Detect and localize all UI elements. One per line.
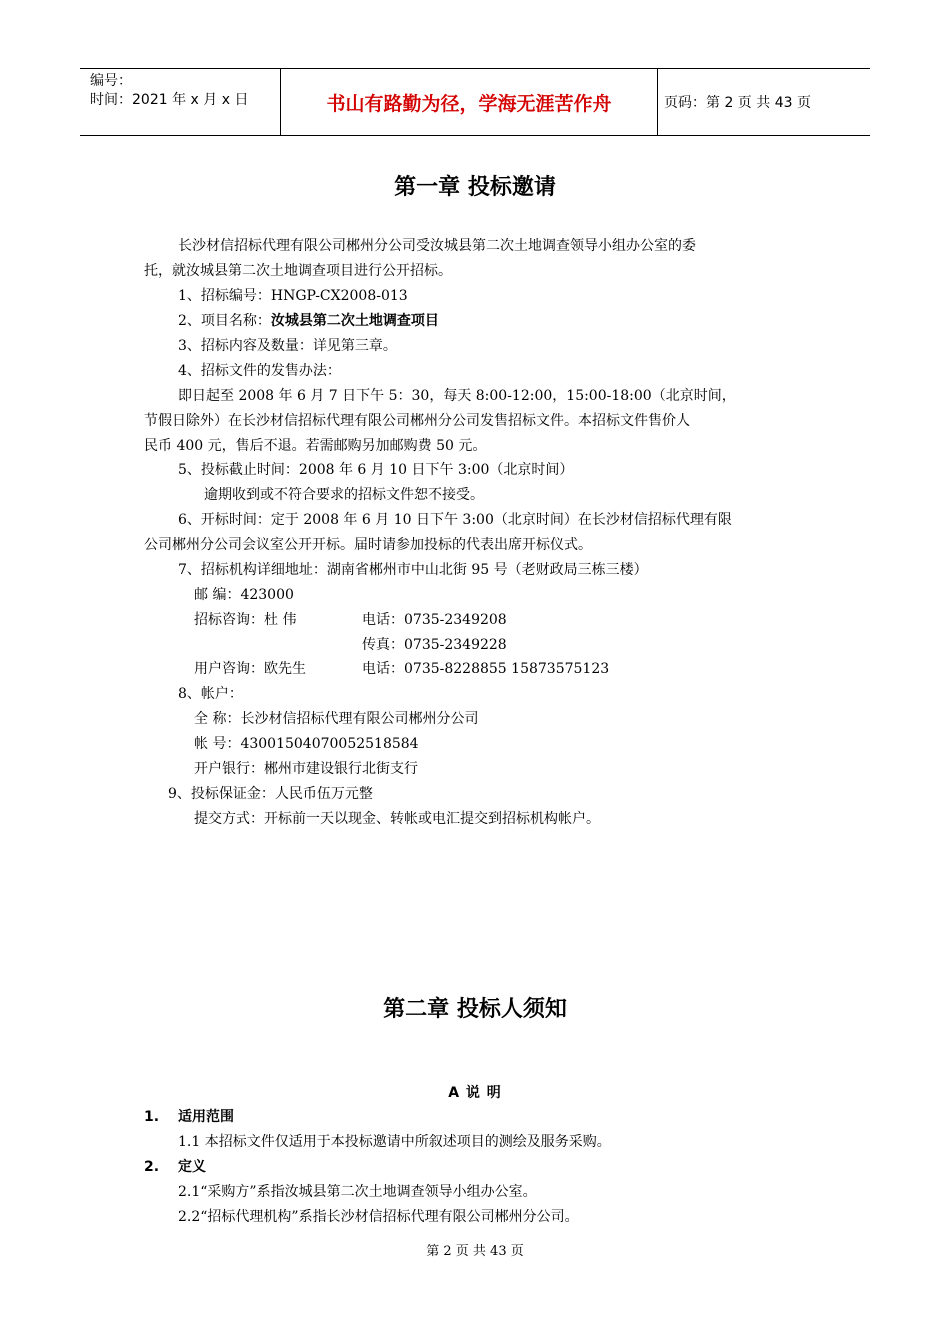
user-phone: 电话：0735-8228855 15873575123 [362,661,610,677]
header-page-number: 页码：第 2 页 共 43 页 [664,95,811,111]
account-name: 全 称：长沙材信招标代理有限公司郴州分公司 [194,711,479,727]
section2-title: 定义 [178,1159,206,1175]
account-bank: 开户银行：郴州市建设银行北街支行 [194,761,418,777]
section-a-title: A 说 明 [448,1085,502,1101]
intro-line-1: 长沙材信招标代理有限公司郴州分公司受汝城县第二次土地调查领导小组办公室的委 [178,238,696,254]
section2-number: 2. [144,1159,160,1175]
intro-line-2: 托，就汝城县第二次土地调查项目进行公开招标。 [144,263,452,279]
page-footer: 第 2 页 共 43 页 [426,1244,524,1259]
page-header [80,68,870,136]
section1-number: 1. [144,1109,160,1125]
item-tender-number: 1、招标编号：HNGP-CX2008-013 [178,288,408,304]
user-consult: 用户咨询：欧先生 [194,661,306,677]
consult-fax: 传真：0735-2349228 [362,637,507,653]
sale-text-line-1: 即日起至 2008 年 6 月 7 日下午 5：30，每天 8:00-12:00，15:00-18:00（北京时间， [178,388,736,404]
sale-text-line-2: 节假日除外）在长沙材信招标代理有限公司郴州分公司发售招标文件。本招标文件售价人 [144,413,690,429]
chapter2-title: 第二章 投标人须知 [383,997,567,1022]
opening-line-1: 6、开标时间：定于 2008 年 6 月 10 日下午 3:00（北京时间）在长沙材信招标代理有限 [178,512,732,528]
project-name-value: 汝城县第二次土地调查项目 [270,313,439,329]
section1-title: 适用范围 [178,1109,234,1125]
account-number: 帐 号：43001504070052518584 [194,736,419,752]
section2-clause-2: 2.2“招标代理机构”系指长沙材信招标代理有限公司郴州分公司。 [178,1209,579,1225]
item-project-name [178,311,439,331]
item-address: 7、招标机构详细地址：湖南省郴州市中山北街 95 号（老财政局三栋三楼） [178,562,648,578]
item-sale-method: 4、招标文件的发售办法： [178,363,341,379]
deadline-note: 逾期收到或不符合要求的招标文件恕不接受。 [204,487,484,503]
opening-line-2: 公司郴州分公司会议室公开开标。届时请参加投标的代表出席开标仪式。 [144,537,592,553]
sale-text-line-3: 民币 400 元，售后不退。若需邮购另加邮购费 50 元。 [144,438,487,454]
header-left-cell [80,69,280,135]
header-time: 时间：2021 年 x 月 x 日 [90,92,249,108]
item-content: 3、招标内容及数量：详见第三章。 [178,338,397,354]
header-number: 编号： [90,73,132,89]
postcode: 邮 编：423000 [194,587,294,603]
chapter1-title: 第一章 投标邀请 [394,175,556,200]
consult-phone: 电话：0735-2349208 [362,612,507,628]
deposit-submit: 提交方式：开标前一天以现金、转帐或电汇提交到招标机构帐户。 [194,811,600,827]
section1-clause-1: 1.1 本招标文件仅适用于本投标邀请中所叙述项目的测绘及服务采购。 [178,1134,611,1150]
item-account: 8、帐户： [178,686,243,702]
project-name-label: 2、项目名称： [178,313,271,329]
section2-clause-1: 2.1“采购方”系指汝城县第二次土地调查领导小组办公室。 [178,1184,537,1200]
tender-consult: 招标咨询：杜 伟 [194,612,297,628]
item-deposit: 9、投标保证金：人民币伍万元整 [168,786,373,802]
header-motto: 书山有路勤为径，学海无涯苦作舟 [280,69,658,135]
item-deadline: 5、投标截止时间：2008 年 6 月 10 日下午 3:00（北京时间） [178,462,574,478]
